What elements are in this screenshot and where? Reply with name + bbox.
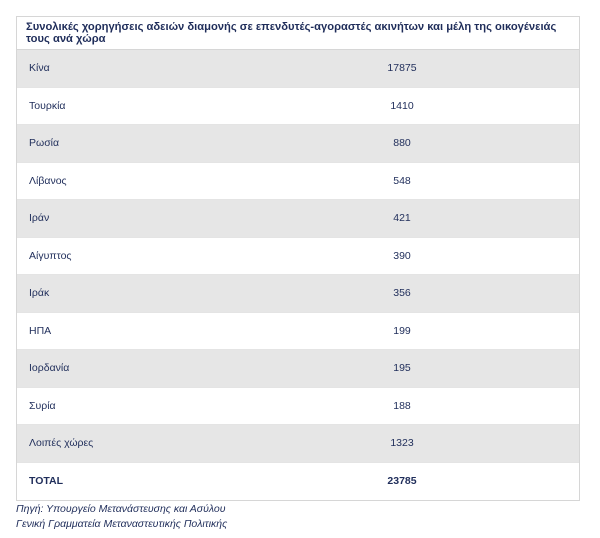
country-cell: Λοιπές χώρες xyxy=(29,437,94,450)
table-row xyxy=(17,425,579,463)
country-cell: Λίβανος xyxy=(29,174,67,187)
table-row xyxy=(17,238,579,276)
table-row xyxy=(17,163,579,201)
table-row xyxy=(17,88,579,126)
country-cell: Ιορδανία xyxy=(29,362,70,375)
data-table xyxy=(16,16,580,501)
country-cell: Τουρκία xyxy=(29,99,66,112)
value-cell: 195 xyxy=(393,362,411,375)
table-row xyxy=(17,313,579,351)
value-cell: 1410 xyxy=(390,99,414,112)
table-row xyxy=(17,200,579,238)
table-title: Συνολικές χορηγήσεις αδειών διαμονής σε επενδυτές-αγοραστές ακινήτων και μέλη της οικογένειάς τους ανά χώρα xyxy=(17,17,579,50)
value-cell: 356 xyxy=(393,287,411,300)
country-cell: Ιράν xyxy=(29,212,50,225)
value-cell: 188 xyxy=(393,399,411,412)
value-cell: 199 xyxy=(393,324,411,337)
value-cell: 390 xyxy=(393,249,411,262)
country-cell: Ιράκ xyxy=(29,287,50,300)
value-cell: 548 xyxy=(393,174,411,187)
value-cell: 17875 xyxy=(387,62,417,75)
country-cell: Ρωσία xyxy=(29,137,60,150)
table-row xyxy=(17,350,579,388)
table-row xyxy=(17,275,579,313)
total-row xyxy=(17,463,579,501)
table-row xyxy=(17,388,579,426)
country-cell: Συρία xyxy=(29,399,56,412)
source-note xyxy=(16,502,227,532)
source-line-2: Γενική Γραμματεία Μεταναστευτικής Πολιτικής xyxy=(16,518,228,530)
value-cell: 1323 xyxy=(390,437,414,450)
value-cell: 421 xyxy=(393,212,411,225)
table-row xyxy=(17,50,579,88)
country-cell: Κίνα xyxy=(29,62,50,75)
country-cell: Αίγυπτος xyxy=(29,249,72,262)
country-cell: ΗΠΑ xyxy=(29,324,52,337)
total-value: 23785 xyxy=(387,475,417,488)
value-cell: 880 xyxy=(393,137,411,150)
source-line-1: Πηγή: Υπουργείο Μετανάστευσης και Ασύλου xyxy=(16,503,226,515)
table-row xyxy=(17,125,579,163)
total-label: TOTAL xyxy=(29,475,64,488)
